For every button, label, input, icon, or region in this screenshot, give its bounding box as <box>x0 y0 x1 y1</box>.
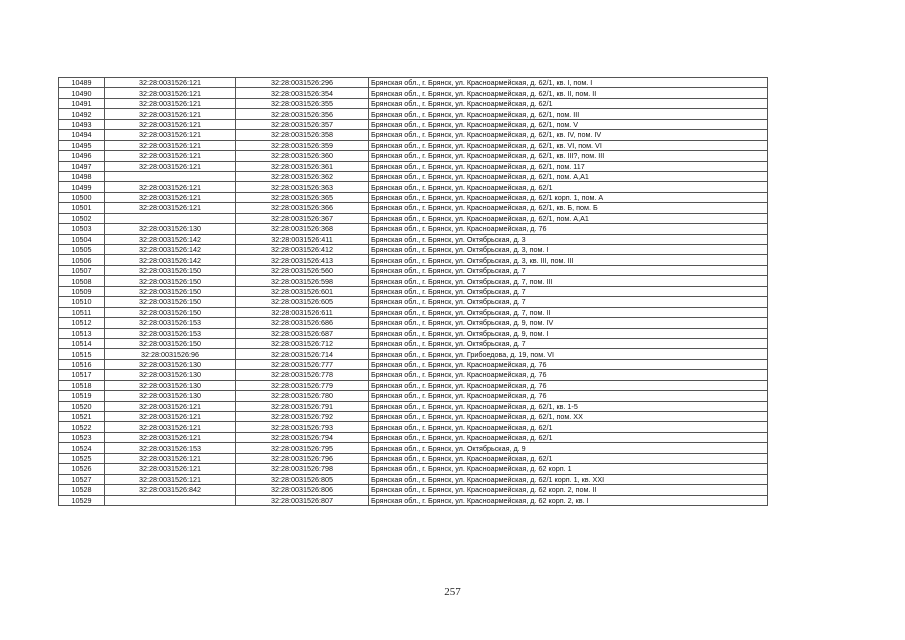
row-number-cell: 10508 <box>59 276 105 286</box>
table-row <box>59 192 768 202</box>
cadastral-number-cell: 32:28:0031526:363 <box>236 182 369 192</box>
cadastral-number-cell: 32:28:0031526:355 <box>236 98 369 108</box>
block-number-cell <box>105 213 236 223</box>
cadastral-number-cell: 32:28:0031526:413 <box>236 255 369 265</box>
address-cell: Брянская обл., г. Брянск, ул. Красноармейская, д. 62/1 корп. 1, пом. А <box>369 192 768 202</box>
cadastral-number-cell: 32:28:0031526:360 <box>236 151 369 161</box>
block-number-cell: 32:28:0031526:121 <box>105 98 236 108</box>
row-number-cell: 10499 <box>59 182 105 192</box>
address-cell: Брянская обл., г. Брянск, ул. Грибоедова, д. 19, пом. VI <box>369 349 768 359</box>
address-cell: Брянская обл., г. Брянск, ул. Октябрьская, д. 7 <box>369 297 768 307</box>
row-number-cell: 10490 <box>59 88 105 98</box>
page-number: 257 <box>444 586 461 598</box>
cadastral-number-cell: 32:28:0031526:411 <box>236 234 369 244</box>
row-number-cell: 10502 <box>59 213 105 223</box>
address-cell: Брянская обл., г. Брянск, ул. Красноармейская, д. 62/1, пом. XX <box>369 412 768 422</box>
address-cell: Брянская обл., г. Брянск, ул. Красноармейская, д. 62/1, пом. V <box>369 119 768 129</box>
row-number-cell: 10507 <box>59 265 105 275</box>
address-cell: Брянская обл., г. Брянск, ул. Октябрьская, д. 7 <box>369 286 768 296</box>
cadastral-number-cell: 32:28:0031526:605 <box>236 297 369 307</box>
table-row <box>59 234 768 244</box>
table-row <box>59 140 768 150</box>
address-cell: Брянская обл., г. Брянск, ул. Октябрьская, д. 3 <box>369 234 768 244</box>
block-number-cell: 32:28:0031526:121 <box>105 422 236 432</box>
cadastral-number-cell: 32:28:0031526:366 <box>236 203 369 213</box>
table-row <box>59 453 768 463</box>
cadastral-number-cell: 32:28:0031526:714 <box>236 349 369 359</box>
row-number-cell: 10524 <box>59 443 105 453</box>
table-row <box>59 328 768 338</box>
cadastral-number-cell: 32:28:0031526:712 <box>236 338 369 348</box>
block-number-cell: 32:28:0031526:842 <box>105 485 236 495</box>
table-row <box>59 171 768 181</box>
table-row <box>59 276 768 286</box>
cadastral-number-cell: 32:28:0031526:807 <box>236 495 369 505</box>
cadastral-number-cell: 32:28:0031526:367 <box>236 213 369 223</box>
block-number-cell: 32:28:0031526:121 <box>105 453 236 463</box>
table-row <box>59 161 768 171</box>
row-number-cell: 10495 <box>59 140 105 150</box>
block-number-cell: 32:28:0031526:130 <box>105 391 236 401</box>
address-cell: Брянская обл., г. Брянск, ул. Октябрьская, д. 3, пом. I <box>369 245 768 255</box>
table-row <box>59 474 768 484</box>
block-number-cell: 32:28:0031526:121 <box>105 464 236 474</box>
table-body <box>59 78 768 506</box>
table-row <box>59 422 768 432</box>
address-cell: Брянская обл., г. Брянск, ул. Красноармейская, д. 76 <box>369 224 768 234</box>
block-number-cell: 32:28:0031526:142 <box>105 234 236 244</box>
block-number-cell: 32:28:0031526:153 <box>105 328 236 338</box>
block-number-cell <box>105 495 236 505</box>
address-cell: Брянская обл., г. Брянск, ул. Красноармейская, д. 62/1, пом. А,А1 <box>369 171 768 181</box>
block-number-cell: 32:28:0031526:121 <box>105 432 236 442</box>
table-row <box>59 349 768 359</box>
row-number-cell: 10526 <box>59 464 105 474</box>
block-number-cell: 32:28:0031526:121 <box>105 401 236 411</box>
row-number-cell: 10491 <box>59 98 105 108</box>
row-number-cell: 10520 <box>59 401 105 411</box>
row-number-cell: 10500 <box>59 192 105 202</box>
row-number-cell: 10501 <box>59 203 105 213</box>
address-cell: Брянская обл., г. Брянск, ул. Красноармейская, д. 62/1, пом. А,А1 <box>369 213 768 223</box>
address-cell: Брянская обл., г. Брянск, ул. Красноармейская, д. 62 корп. 1 <box>369 464 768 474</box>
block-number-cell: 32:28:0031526:121 <box>105 78 236 88</box>
cadastral-number-cell: 32:28:0031526:358 <box>236 130 369 140</box>
block-number-cell: 32:28:0031526:121 <box>105 130 236 140</box>
address-cell: Брянская обл., г. Брянск, ул. Красноармейская, д. 62/1 <box>369 432 768 442</box>
block-number-cell: 32:28:0031526:150 <box>105 265 236 275</box>
cadastral-number-cell: 32:28:0031526:357 <box>236 119 369 129</box>
table-row <box>59 370 768 380</box>
address-cell: Брянская обл., г. Брянск, ул. Красноармейская, д. 62/1, кв. I, пом. I <box>369 78 768 88</box>
cadastral-number-cell: 32:28:0031526:362 <box>236 171 369 181</box>
table-row <box>59 119 768 129</box>
address-cell: Брянская обл., г. Брянск, ул. Красноармейская, д. 62/1 <box>369 453 768 463</box>
block-number-cell: 32:28:0031526:130 <box>105 359 236 369</box>
block-number-cell: 32:28:0031526:153 <box>105 318 236 328</box>
address-cell: Брянская обл., г. Брянск, ул. Красноармейская, д. 62/1, кв. VI, пом. VI <box>369 140 768 150</box>
block-number-cell: 32:28:0031526:130 <box>105 370 236 380</box>
row-number-cell: 10519 <box>59 391 105 401</box>
address-cell: Брянская обл., г. Брянск, ул. Октябрьская, д. 9, пом. I <box>369 328 768 338</box>
row-number-cell: 10518 <box>59 380 105 390</box>
table-row <box>59 432 768 442</box>
block-number-cell: 32:28:0031526:121 <box>105 412 236 422</box>
row-number-cell: 10510 <box>59 297 105 307</box>
address-cell: Брянская обл., г. Брянск, ул. Октябрьская, д. 9 <box>369 443 768 453</box>
cadastral-number-cell: 32:28:0031526:354 <box>236 88 369 98</box>
block-number-cell: 32:28:0031526:96 <box>105 349 236 359</box>
row-number-cell: 10523 <box>59 432 105 442</box>
cadastral-number-cell: 32:28:0031526:356 <box>236 109 369 119</box>
block-number-cell: 32:28:0031526:121 <box>105 119 236 129</box>
cadastral-number-cell: 32:28:0031526:361 <box>236 161 369 171</box>
address-cell: Брянская обл., г. Брянск, ул. Октябрьская, д. 7 <box>369 338 768 348</box>
cadastral-number-cell: 32:28:0031526:780 <box>236 391 369 401</box>
table-row <box>59 443 768 453</box>
block-number-cell: 32:28:0031526:121 <box>105 151 236 161</box>
address-cell: Брянская обл., г. Брянск, ул. Красноармейская, д. 62 корп. 2, пом. II <box>369 485 768 495</box>
cadastral-number-cell: 32:28:0031526:365 <box>236 192 369 202</box>
row-number-cell: 10528 <box>59 485 105 495</box>
row-number-cell: 10522 <box>59 422 105 432</box>
row-number-cell: 10527 <box>59 474 105 484</box>
table-row <box>59 307 768 317</box>
block-number-cell: 32:28:0031526:121 <box>105 474 236 484</box>
cadastral-number-cell: 32:28:0031526:794 <box>236 432 369 442</box>
row-number-cell: 10506 <box>59 255 105 265</box>
table-row <box>59 245 768 255</box>
table-row <box>59 401 768 411</box>
row-number-cell: 10504 <box>59 234 105 244</box>
cadastral-number-cell: 32:28:0031526:795 <box>236 443 369 453</box>
table-row <box>59 88 768 98</box>
cadastral-number-cell: 32:28:0031526:798 <box>236 464 369 474</box>
row-number-cell: 10496 <box>59 151 105 161</box>
cadastral-number-cell: 32:28:0031526:598 <box>236 276 369 286</box>
cadastral-number-cell: 32:28:0031526:805 <box>236 474 369 484</box>
address-cell: Брянская обл., г. Брянск, ул. Красноармейская, д. 62/1 <box>369 422 768 432</box>
row-number-cell: 10514 <box>59 338 105 348</box>
cadastral-number-cell: 32:28:0031526:779 <box>236 380 369 390</box>
block-number-cell: 32:28:0031526:150 <box>105 276 236 286</box>
cadastral-number-cell: 32:28:0031526:778 <box>236 370 369 380</box>
address-cell: Брянская обл., г. Брянск, ул. Красноармейская, д. 62/1, кв. 1-5 <box>369 401 768 411</box>
cadastral-number-cell: 32:28:0031526:611 <box>236 307 369 317</box>
table-row <box>59 485 768 495</box>
row-number-cell: 10509 <box>59 286 105 296</box>
block-number-cell: 32:28:0031526:150 <box>105 338 236 348</box>
row-number-cell: 10515 <box>59 349 105 359</box>
row-number-cell: 10521 <box>59 412 105 422</box>
address-cell: Брянская обл., г. Брянск, ул. Красноармейская, д. 62/1, кв. II, пом. II <box>369 88 768 98</box>
table-row <box>59 213 768 223</box>
block-number-cell: 32:28:0031526:130 <box>105 380 236 390</box>
table-row <box>59 151 768 161</box>
block-number-cell: 32:28:0031526:121 <box>105 140 236 150</box>
table-row <box>59 286 768 296</box>
address-cell: Брянская обл., г. Брянск, ул. Красноармейская, д. 76 <box>369 380 768 390</box>
address-cell: Брянская обл., г. Брянск, ул. Красноармейская, д. 62/1 <box>369 182 768 192</box>
block-number-cell <box>105 171 236 181</box>
row-number-cell: 10513 <box>59 328 105 338</box>
block-number-cell: 32:28:0031526:142 <box>105 245 236 255</box>
row-number-cell: 10512 <box>59 318 105 328</box>
cadastral-number-cell: 32:28:0031526:601 <box>236 286 369 296</box>
address-cell: Брянская обл., г. Брянск, ул. Октябрьская, д. 7, пом. III <box>369 276 768 286</box>
address-cell: Брянская обл., г. Брянск, ул. Октябрьская, д. 9, пом. IV <box>369 318 768 328</box>
address-cell: Брянская обл., г. Брянск, ул. Октябрьская, д. 7, пом. II <box>369 307 768 317</box>
block-number-cell: 32:28:0031526:150 <box>105 286 236 296</box>
table-row <box>59 391 768 401</box>
table-row <box>59 380 768 390</box>
address-cell: Брянская обл., г. Брянск, ул. Красноармейская, д. 76 <box>369 359 768 369</box>
block-number-cell: 32:28:0031526:150 <box>105 307 236 317</box>
row-number-cell: 10525 <box>59 453 105 463</box>
row-number-cell: 10517 <box>59 370 105 380</box>
cadastral-number-cell: 32:28:0031526:806 <box>236 485 369 495</box>
block-number-cell: 32:28:0031526:121 <box>105 161 236 171</box>
block-number-cell: 32:28:0031526:130 <box>105 224 236 234</box>
row-number-cell: 10505 <box>59 245 105 255</box>
table-row <box>59 318 768 328</box>
row-number-cell: 10494 <box>59 130 105 140</box>
row-number-cell: 10493 <box>59 119 105 129</box>
address-cell: Брянская обл., г. Брянск, ул. Красноармейская, д. 62/1, пом. III <box>369 109 768 119</box>
address-cell: Брянская обл., г. Брянск, ул. Красноармейская, д. 62/1, кв. III?, пом. III <box>369 151 768 161</box>
cadastral-number-cell: 32:28:0031526:796 <box>236 453 369 463</box>
row-number-cell: 10516 <box>59 359 105 369</box>
block-number-cell: 32:28:0031526:121 <box>105 182 236 192</box>
cadastral-number-cell: 32:28:0031526:368 <box>236 224 369 234</box>
row-number-cell: 10511 <box>59 307 105 317</box>
address-cell: Брянская обл., г. Брянск, ул. Красноармейская, д. 62/1 корп. 1, кв. XXI <box>369 474 768 484</box>
table-row <box>59 130 768 140</box>
cadastral-number-cell: 32:28:0031526:296 <box>236 78 369 88</box>
table-row <box>59 265 768 275</box>
table-row <box>59 359 768 369</box>
table-row <box>59 98 768 108</box>
block-number-cell: 32:28:0031526:150 <box>105 297 236 307</box>
block-number-cell: 32:28:0031526:121 <box>105 88 236 98</box>
table-row <box>59 109 768 119</box>
cadastral-number-cell: 32:28:0031526:359 <box>236 140 369 150</box>
table-row <box>59 224 768 234</box>
address-cell: Брянская обл., г. Брянск, ул. Красноармейская, д. 62/1, кв. Б, пом. Б <box>369 203 768 213</box>
address-cell: Брянская обл., г. Брянск, ул. Красноармейская, д. 62/1, кв. IV, пом. IV <box>369 130 768 140</box>
table-row <box>59 338 768 348</box>
cadastral-number-cell: 32:28:0031526:687 <box>236 328 369 338</box>
address-cell: Брянская обл., г. Брянск, ул. Октябрьская, д. 3, кв. III, пом. III <box>369 255 768 265</box>
cadastral-number-cell: 32:28:0031526:793 <box>236 422 369 432</box>
cadastral-number-cell: 32:28:0031526:791 <box>236 401 369 411</box>
table-row <box>59 412 768 422</box>
table-row <box>59 464 768 474</box>
table-row <box>59 182 768 192</box>
address-cell: Брянская обл., г. Брянск, ул. Красноармейская, д. 62 корп. 2, кв. I <box>369 495 768 505</box>
table-row <box>59 203 768 213</box>
block-number-cell: 32:28:0031526:121 <box>105 109 236 119</box>
block-number-cell: 32:28:0031526:142 <box>105 255 236 265</box>
row-number-cell: 10529 <box>59 495 105 505</box>
row-number-cell: 10492 <box>59 109 105 119</box>
address-cell: Брянская обл., г. Брянск, ул. Октябрьская, д. 7 <box>369 265 768 275</box>
row-number-cell: 10498 <box>59 171 105 181</box>
cadastral-number-cell: 32:28:0031526:560 <box>236 265 369 275</box>
cadastral-table <box>58 77 768 506</box>
table-row <box>59 255 768 265</box>
cadastral-number-cell: 32:28:0031526:792 <box>236 412 369 422</box>
block-number-cell: 32:28:0031526:121 <box>105 203 236 213</box>
table-row <box>59 78 768 88</box>
cadastral-number-cell: 32:28:0031526:412 <box>236 245 369 255</box>
address-cell: Брянская обл., г. Брянск, ул. Красноармейская, д. 76 <box>369 370 768 380</box>
address-cell: Брянская обл., г. Брянск, ул. Красноармейская, д. 62/1, пом. 117 <box>369 161 768 171</box>
row-number-cell: 10489 <box>59 78 105 88</box>
block-number-cell: 32:28:0031526:153 <box>105 443 236 453</box>
block-number-cell: 32:28:0031526:121 <box>105 192 236 202</box>
table-row <box>59 297 768 307</box>
table-row <box>59 495 768 505</box>
row-number-cell: 10503 <box>59 224 105 234</box>
row-number-cell: 10497 <box>59 161 105 171</box>
cadastral-number-cell: 32:28:0031526:686 <box>236 318 369 328</box>
address-cell: Брянская обл., г. Брянск, ул. Красноармейская, д. 76 <box>369 391 768 401</box>
cadastral-number-cell: 32:28:0031526:777 <box>236 359 369 369</box>
address-cell: Брянская обл., г. Брянск, ул. Красноармейская, д. 62/1 <box>369 98 768 108</box>
